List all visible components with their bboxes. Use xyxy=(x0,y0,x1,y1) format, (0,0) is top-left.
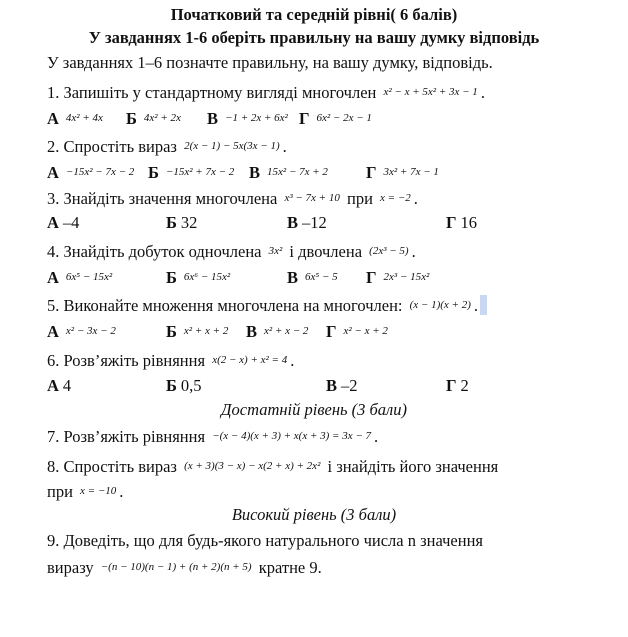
question-8: 8. Спростіть вираз (x + 3)(3 − x) − x(2 + x) + 2x² і знайдіть його значення xyxy=(47,457,499,476)
q6-option-a[interactable]: А 4 xyxy=(47,376,72,395)
question-7-equation: −(x − 4)(x + 3) + x(x + 3) = 3x − 7 xyxy=(212,430,372,442)
q3-option-g[interactable]: Г 16 xyxy=(446,213,477,232)
q5-option-v[interactable]: Вx² + x − 2 xyxy=(246,322,309,341)
question-8-text: 8. Спростіть вираз xyxy=(47,457,177,476)
q5-option-g[interactable]: Гx² − x + 2 xyxy=(326,322,388,341)
question-4: 4. Знайдіть добуток одночлена 3x² і двочлена (2x³ − 5) . xyxy=(47,242,416,261)
question-3-expression: x³ − 7x + 10 xyxy=(284,192,340,204)
level-heading-high: Високий рівень (3 бали) xyxy=(231,505,397,524)
q6-option-g[interactable]: Г 2 xyxy=(446,376,469,395)
question-5-expression: (x − 1)(x + 2) xyxy=(409,299,471,311)
question-6: 6. Розв’яжіть рівняння x(2 − x) + x² = 4 . xyxy=(47,351,295,370)
question-4-monomial: 3x² xyxy=(268,245,283,257)
question-5-text: 5. Виконайте множення многочлена на многочлен: xyxy=(47,296,403,315)
q4-option-a[interactable]: А 6x⁵ − 15x² xyxy=(47,268,113,287)
question-2-text: 2. Спростіть вираз xyxy=(47,137,177,156)
question-2-expression: 2(x − 1) − 5x(3x − 1) xyxy=(184,140,280,152)
q1-option-a[interactable]: А 4x² + 4x xyxy=(47,109,103,128)
intro-text: У завданнях 1–6 позначте правильну, на вашу думку, відповідь. xyxy=(47,53,493,72)
question-6-equation: x(2 − x) + x² = 4 xyxy=(212,354,288,366)
q4-option-g[interactable]: Г 2x³ − 15x² xyxy=(366,268,430,287)
question-9-expression: −(n − 10)(n − 1) + (n + 2)(n + 5) xyxy=(100,561,252,573)
question-8-expression: (x + 3)(3 − x) − x(2 + x) + 2x² xyxy=(184,460,321,472)
q3-option-a[interactable]: А –4 xyxy=(47,213,80,232)
q3-option-v[interactable]: В –12 xyxy=(287,213,327,232)
level-heading-sufficient: Достатній рівень (3 бали) xyxy=(221,400,407,419)
question-9 xyxy=(47,530,483,552)
question-7-text: 7. Розв’яжіть рівняння xyxy=(47,427,206,446)
question-1: 1. Запишіть у стандартному вигляді многочлен x² − x + 5x² + 3x − 1 . xyxy=(47,83,485,102)
question-4-binomial: (2x³ − 5) xyxy=(369,245,409,257)
q5-option-a[interactable]: Аx² − 3x − 2 xyxy=(47,322,116,341)
q6-option-b[interactable]: Б 0,5 xyxy=(166,376,202,395)
q4-option-b[interactable]: Б 6x⁶ − 15x² xyxy=(166,268,231,287)
text-cursor xyxy=(480,295,487,315)
q1-option-b[interactable]: Б 4x² + 2x xyxy=(126,109,181,128)
q2-option-b[interactable]: Б −15x² + 7x − 2 xyxy=(148,163,235,182)
question-1-expression: x² − x + 5x² + 3x − 1 xyxy=(383,86,478,98)
q2-option-a[interactable]: А −15x² − 7x − 2 xyxy=(47,163,135,182)
q2-option-g[interactable]: Г 3x² + 7x − 1 xyxy=(366,163,439,182)
question-4-text: 4. Знайдіть добуток одночлена xyxy=(47,242,262,261)
question-3-text: 3. Знайдіть значення многочлена xyxy=(47,189,278,208)
q1-option-v[interactable]: В −1 + 2x + 6x² xyxy=(207,109,288,128)
q5-option-b[interactable]: Бx² + x + 2 xyxy=(166,322,229,341)
question-1-text: 1. Запишіть у стандартному вигляді многочлен xyxy=(47,83,377,102)
q3-option-b[interactable]: Б 32 xyxy=(166,213,198,232)
q6-option-v[interactable]: В –2 xyxy=(326,376,358,395)
question-8-line2: при x = −10 . xyxy=(47,482,124,501)
question-9-line2: виразу −(n − 10)(n − 1) + (n + 2)(n + 5) кратне 9. xyxy=(47,558,322,577)
question-3: 3. Знайдіть значення многочлена x³ − 7x + 10 при x = −2 . xyxy=(47,189,418,208)
q2-option-v[interactable]: В 15x² − 7x + 2 xyxy=(249,163,328,182)
q4-option-v[interactable]: В 6x⁵ − 5 xyxy=(287,268,338,287)
section-subtitle: У завданнях 1-6 оберіть правильну на вашу думку відповідь xyxy=(88,28,540,47)
section-title: Початковий та середній рівні( 6 балів) xyxy=(170,5,458,24)
question-6-text: 6. Розв’яжіть рівняння xyxy=(47,351,206,370)
question-2: 2. Спростіть вираз 2(x − 1) − 5x(3x − 1) . xyxy=(47,137,287,156)
question-5: 5. Виконайте множення многочлена на многочлен: (x − 1)(x + 2) . xyxy=(47,294,487,317)
question-7: 7. Розв’яжіть рівняння −(x − 4)(x + 3) + x(x + 3) = 3x − 7 . xyxy=(47,427,379,446)
question-3-value: x = −2 xyxy=(380,192,411,204)
question-9-text: 9. Доведіть, що для будь-якого натурального числа n значення xyxy=(47,531,483,550)
q1-option-g[interactable]: Г 6x² − 2x − 1 xyxy=(299,109,372,128)
question-8-value: x = −10 xyxy=(80,485,117,497)
